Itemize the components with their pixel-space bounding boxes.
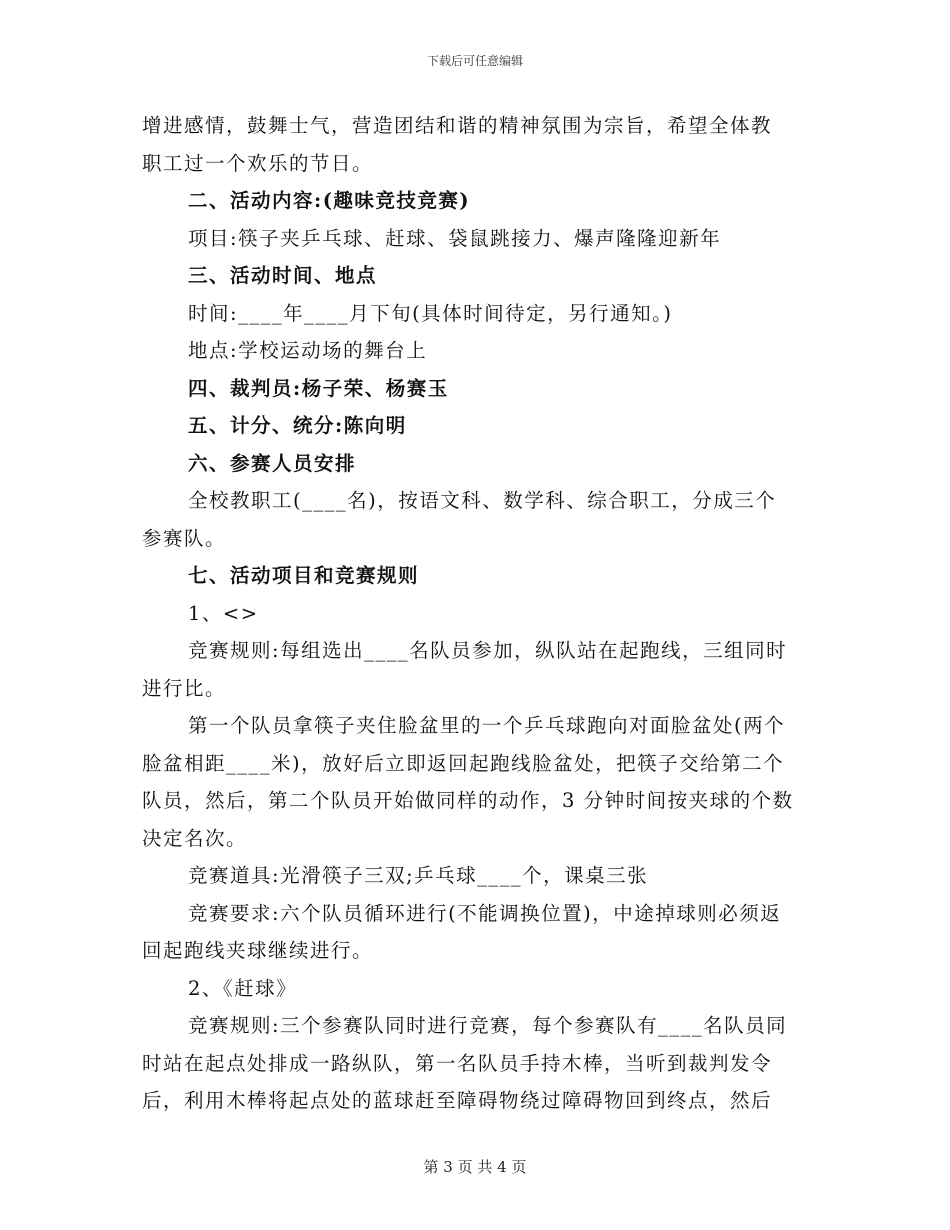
paragraph-line: 后，利用木棒将起点处的蓝球赶至障碍物绕过障碍物回到终点，然后 (142, 1089, 773, 1112)
document-body (142, 107, 810, 1120)
paragraph-line: 竞赛规则:三个参赛队同时进行竞赛，每个参赛队有____名队员同 (188, 1014, 788, 1037)
paragraph-line: 地点:学校运动场的舞台上 (188, 339, 428, 362)
page-footer: 第 3 页 共 4 页 (423, 1158, 527, 1176)
paragraph-line: 参赛队。 (142, 526, 227, 550)
page-header: 下载后可任意编辑 (426, 54, 523, 68)
paragraph-line: 进行比。 (142, 676, 227, 700)
section-heading: 六、参赛人员安排 (188, 451, 357, 475)
paragraph-line: 第一个队员拿筷子夹住脸盆里的一个乒乓球跑向对面脸盆处(两个 (188, 714, 786, 737)
section-heading: 三、活动时间、地点 (188, 264, 378, 287)
subsection-heading: 1、<> (188, 601, 259, 625)
paragraph-line: 竞赛要求:六个队员循环进行(不能调换位置)，中途掉球则必须返 (188, 901, 782, 925)
section-heading: 五、计分、统分:陈向明 (188, 414, 407, 437)
paragraph-line: 竞赛道具:光滑筷子三双;乒乓球____个，课桌三张 (188, 864, 649, 887)
paragraph-line: 全校教职工(____名)，按语文科、数学科、综合职工，分成三个 (188, 489, 777, 512)
paragraph-line: 增进感情，鼓舞士气，营造团结和谐的精神氛围为宗旨，希望全体教 (142, 114, 773, 137)
paragraph-line: 脸盆相距____米)，放好后立即返回起跑线脸盆处，把筷子交给第二个 (142, 751, 785, 775)
paragraph-line: 决定名次。 (142, 826, 248, 850)
paragraph-line: 项目:筷子夹乒乓球、赶球、袋鼠跳接力、爆声隆隆迎新年 (188, 226, 722, 250)
section-heading: 四、裁判员:杨子荣、杨赛玉 (188, 376, 449, 400)
section-heading: 七、活动项目和竞赛规则 (188, 564, 420, 587)
paragraph-line: 时站在起点处排成一路纵队，第一名队员手持木棒，当听到裁判发令 (142, 1051, 773, 1075)
paragraph-line: 回起跑线夹球继续进行。 (142, 939, 374, 962)
paragraph-line: 时间:____年____月下旬(具体时间待定，另行通知。) (188, 301, 673, 325)
subsection-heading: 2、《赶球》 (188, 976, 298, 1000)
paragraph-line: 队员，然后，第二个队员开始做同样的动作，3 分钟时间按夹球的个数 (142, 789, 794, 812)
section-heading: 二、活动内容:(趣味竞技竞赛) (188, 189, 471, 212)
paragraph-line: 职工过一个欢乐的节日。 (142, 151, 374, 175)
paragraph-line: 竞赛规则:每组选出____名队员参加，纵队站在起跑线，三组同时 (188, 639, 788, 662)
